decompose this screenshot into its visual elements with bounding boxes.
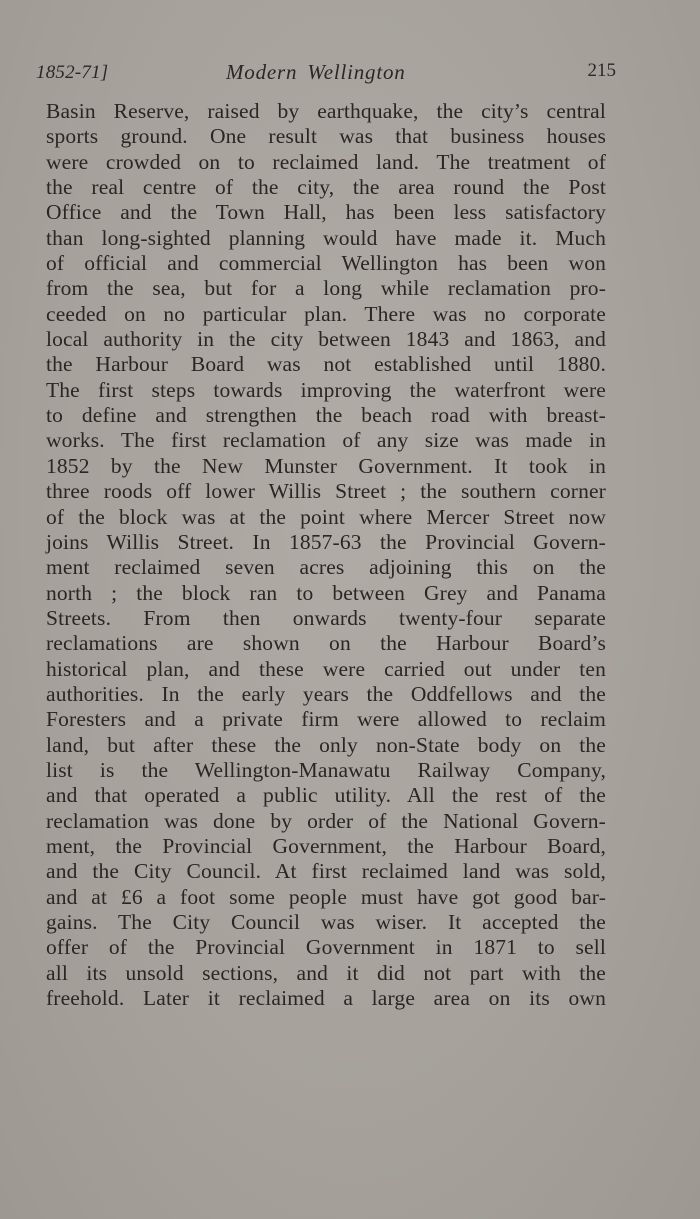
text-line: sports ground. One result was that business houses [46, 124, 606, 149]
text-line: than long-sighted planning would have made it. Much [46, 225, 606, 250]
text-line: of official and commercial Wellington has been won [46, 251, 606, 276]
text-line: three roods off lower Willis Street ; the southern corner [46, 479, 606, 504]
text-line: land, but after these the only non-State body on the [46, 732, 606, 757]
text-line: all its unsold sections, and it did not part with the [46, 960, 606, 985]
text-line: list is the Wellington-Manawatu Railway Company, [46, 757, 606, 782]
text-line: offer of the Provincial Government in 1871 to sell [46, 935, 606, 960]
text-line: freehold. Later it reclaimed a large area on its own [46, 986, 606, 1011]
text-line: from the sea, but for a long while reclamation pro- [46, 276, 606, 301]
text-line: the Harbour Board was not established until 1880. [46, 352, 606, 377]
text-line: reclamations are shown on the Harbour Board’s [46, 631, 606, 656]
text-line: of the block was at the point where Mercer Street now [46, 504, 606, 529]
text-line: ment, the Provincial Government, the Harbour Board, [46, 833, 606, 858]
page-number: 215 [587, 60, 616, 81]
text-line: local authority in the city between 1843 and 1863, and [46, 327, 606, 352]
running-head-date-range: 1852-71] [36, 62, 109, 83]
text-line: to define and strengthen the beach road with breast- [46, 403, 606, 428]
text-line: gains. The City Council was wiser. It accepted the [46, 910, 606, 934]
running-head-title: Modern Wellington [226, 60, 406, 84]
text-line: Office and the Town Hall, has been less satisfactory [46, 200, 606, 225]
text-line: works. The first reclamation of any size was made in [46, 428, 606, 453]
text-line: were crowded on to reclaimed land. The treatment of [46, 149, 606, 174]
text-line: joins Willis Street. In 1857-63 the Provincial Govern- [46, 529, 606, 554]
text-line: The first steps towards improving the waterfront were [46, 377, 606, 402]
text-line: ment reclaimed seven acres adjoining this on the [46, 555, 606, 580]
running-head [36, 62, 616, 90]
text-line: north ; the block ran to between Grey and Panama [46, 580, 606, 605]
text-line: authorities. In the early years the Oddfellows and the [46, 681, 606, 706]
text-line: 1852 by the New Munster Government. It took in [46, 453, 606, 478]
text-line: and the City Council. At first reclaimed land was sold, [46, 859, 606, 884]
text-line: reclamation was done by order of the National Govern- [46, 808, 606, 833]
text-line: Basin Reserve, raised by earthquake, the city’s central [46, 99, 606, 123]
body-text [46, 99, 606, 1011]
text-line: ceeded on no particular plan. There was no corporate [46, 301, 606, 326]
text-line: Streets. From then onwards twenty-four separate [46, 605, 606, 630]
text-line: and that operated a public utility. All the rest of the [46, 783, 606, 808]
text-line: historical plan, and these were carried out under ten [46, 656, 606, 681]
text-line: and at £6 a foot some people must have got good bar- [46, 884, 606, 909]
text-line: Foresters and a private firm were allowed to reclaim [46, 707, 606, 732]
text-line: the real centre of the city, the area round the Post [46, 175, 606, 200]
